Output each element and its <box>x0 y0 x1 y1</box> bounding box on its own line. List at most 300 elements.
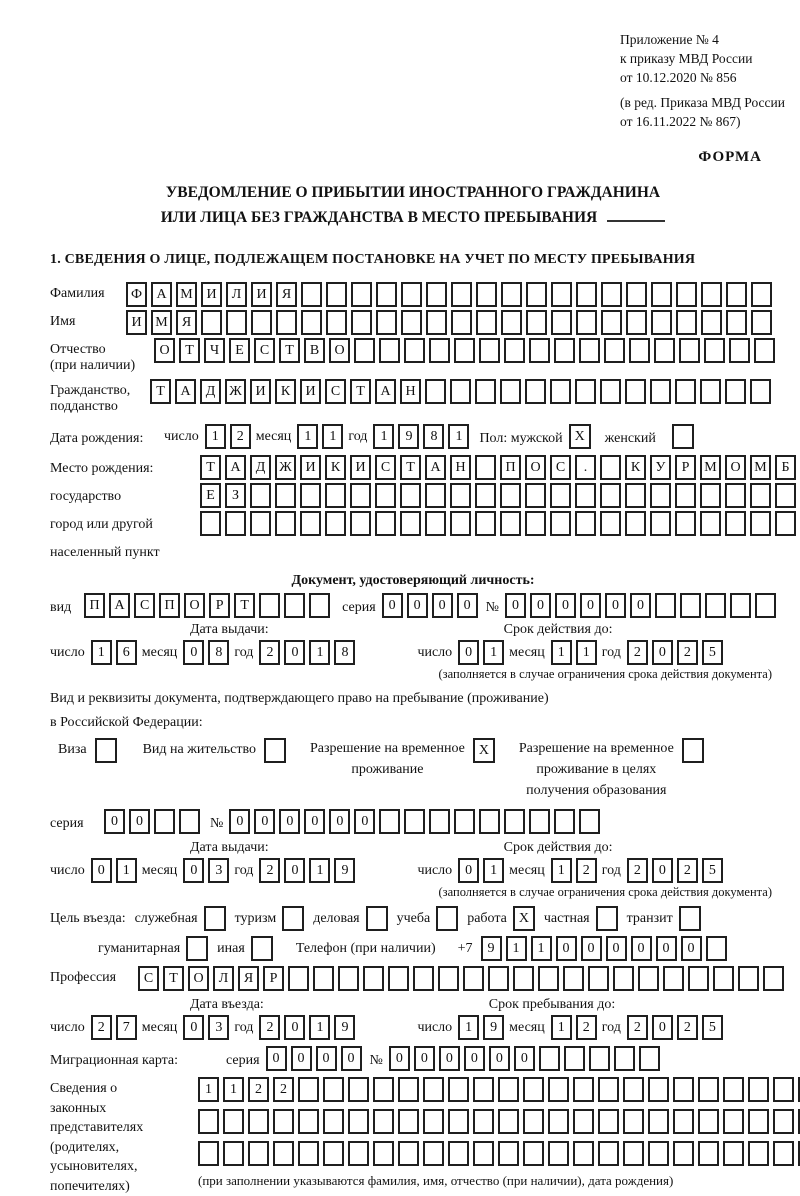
char-box[interactable]: Р <box>209 593 230 618</box>
char-box[interactable]: 0 <box>284 858 305 883</box>
char-box[interactable] <box>598 1109 619 1134</box>
char-box[interactable]: 1 <box>531 936 552 961</box>
char-box[interactable]: С <box>138 966 159 991</box>
char-box[interactable]: 1 <box>458 1015 479 1040</box>
char-box[interactable] <box>775 511 796 536</box>
char-box[interactable] <box>463 966 484 991</box>
char-box[interactable] <box>298 1077 319 1102</box>
char-box[interactable] <box>723 1109 744 1134</box>
char-box[interactable]: И <box>126 310 147 335</box>
char-box[interactable]: О <box>725 455 746 480</box>
char-box[interactable]: С <box>254 338 275 363</box>
char-box[interactable] <box>500 483 521 508</box>
char-box[interactable]: Е <box>200 483 221 508</box>
char-box[interactable] <box>223 1109 244 1134</box>
char-box[interactable] <box>650 511 671 536</box>
char-box[interactable]: 0 <box>414 1046 435 1071</box>
char-box[interactable] <box>748 1077 769 1102</box>
char-box[interactable]: М <box>700 455 721 480</box>
char-box[interactable] <box>500 379 521 404</box>
purpose-transit-checkbox[interactable] <box>679 906 701 931</box>
char-box[interactable]: . <box>575 455 596 480</box>
char-box[interactable] <box>629 338 650 363</box>
char-box[interactable] <box>579 338 600 363</box>
char-box[interactable] <box>705 593 726 618</box>
char-box[interactable] <box>773 1077 794 1102</box>
char-box[interactable] <box>573 1141 594 1166</box>
char-box[interactable]: Р <box>263 966 284 991</box>
char-box[interactable]: 0 <box>183 1015 204 1040</box>
char-box[interactable]: С <box>134 593 155 618</box>
char-box[interactable] <box>551 282 572 307</box>
char-box[interactable] <box>601 310 622 335</box>
char-box[interactable] <box>200 511 221 536</box>
char-box[interactable] <box>673 1141 694 1166</box>
char-box[interactable] <box>475 483 496 508</box>
char-box[interactable] <box>501 282 522 307</box>
char-box[interactable] <box>638 966 659 991</box>
char-box[interactable] <box>750 379 771 404</box>
char-box[interactable] <box>651 282 672 307</box>
char-box[interactable] <box>300 483 321 508</box>
char-box[interactable]: 2 <box>259 640 280 665</box>
char-box[interactable] <box>598 1141 619 1166</box>
char-box[interactable] <box>573 1077 594 1102</box>
char-box[interactable]: О <box>184 593 205 618</box>
char-box[interactable]: 5 <box>702 640 723 665</box>
char-box[interactable] <box>350 483 371 508</box>
char-box[interactable] <box>750 483 771 508</box>
char-box[interactable] <box>273 1109 294 1134</box>
char-box[interactable]: 0 <box>656 936 677 961</box>
char-box[interactable]: П <box>500 455 521 480</box>
char-box[interactable] <box>726 282 747 307</box>
char-box[interactable]: 7 <box>116 1015 137 1040</box>
char-box[interactable]: 2 <box>576 858 597 883</box>
char-box[interactable]: Я <box>276 282 297 307</box>
char-box[interactable] <box>475 511 496 536</box>
char-box[interactable]: 9 <box>334 858 355 883</box>
char-box[interactable]: 1 <box>576 640 597 665</box>
char-box[interactable] <box>523 1141 544 1166</box>
char-box[interactable]: О <box>188 966 209 991</box>
char-box[interactable] <box>623 1077 644 1102</box>
char-box[interactable]: 0 <box>652 1015 673 1040</box>
char-box[interactable] <box>363 966 384 991</box>
char-box[interactable] <box>348 1109 369 1134</box>
char-box[interactable]: А <box>425 455 446 480</box>
char-box[interactable] <box>538 966 559 991</box>
char-box[interactable]: Я <box>238 966 259 991</box>
char-box[interactable] <box>248 1109 269 1134</box>
char-box[interactable] <box>288 966 309 991</box>
char-box[interactable] <box>704 338 725 363</box>
char-box[interactable] <box>338 966 359 991</box>
char-box[interactable]: Ж <box>275 455 296 480</box>
purpose-work-checkbox[interactable]: X <box>513 906 535 931</box>
char-box[interactable]: 1 <box>551 1015 572 1040</box>
char-box[interactable] <box>650 483 671 508</box>
char-box[interactable]: 6 <box>116 640 137 665</box>
char-box[interactable] <box>726 310 747 335</box>
char-box[interactable]: 0 <box>458 858 479 883</box>
char-box[interactable] <box>250 511 271 536</box>
char-box[interactable] <box>401 310 422 335</box>
char-box[interactable]: 5 <box>702 858 723 883</box>
char-box[interactable] <box>326 310 347 335</box>
char-box[interactable] <box>401 282 422 307</box>
char-box[interactable] <box>554 338 575 363</box>
char-box[interactable] <box>648 1077 669 1102</box>
char-box[interactable] <box>576 282 597 307</box>
char-box[interactable] <box>398 1141 419 1166</box>
char-box[interactable] <box>700 379 721 404</box>
char-box[interactable]: 2 <box>248 1077 269 1102</box>
char-box[interactable]: 0 <box>284 640 305 665</box>
char-box[interactable] <box>604 338 625 363</box>
char-box[interactable]: И <box>350 455 371 480</box>
char-box[interactable] <box>298 1109 319 1134</box>
char-box[interactable] <box>450 379 471 404</box>
char-box[interactable]: 0 <box>556 936 577 961</box>
char-box[interactable]: 0 <box>183 858 204 883</box>
char-box[interactable]: Ф <box>126 282 147 307</box>
char-box[interactable]: 3 <box>208 858 229 883</box>
char-box[interactable] <box>738 966 759 991</box>
char-box[interactable] <box>451 282 472 307</box>
char-box[interactable] <box>488 966 509 991</box>
char-box[interactable]: 8 <box>208 640 229 665</box>
char-box[interactable] <box>348 1077 369 1102</box>
char-box[interactable] <box>723 1141 744 1166</box>
char-box[interactable]: И <box>201 282 222 307</box>
char-box[interactable]: 0 <box>91 858 112 883</box>
char-box[interactable] <box>275 483 296 508</box>
residence-permit-checkbox[interactable] <box>264 738 286 763</box>
char-box[interactable] <box>673 1109 694 1134</box>
char-box[interactable] <box>354 338 375 363</box>
char-box[interactable]: К <box>325 455 346 480</box>
char-box[interactable] <box>651 310 672 335</box>
char-box[interactable] <box>284 593 305 618</box>
char-box[interactable]: 0 <box>458 640 479 665</box>
char-box[interactable] <box>423 1141 444 1166</box>
char-box[interactable]: Е <box>229 338 250 363</box>
char-box[interactable] <box>326 282 347 307</box>
char-box[interactable] <box>675 483 696 508</box>
char-box[interactable] <box>504 338 525 363</box>
char-box[interactable]: 3 <box>208 1015 229 1040</box>
char-box[interactable]: 2 <box>677 1015 698 1040</box>
char-box[interactable]: А <box>151 282 172 307</box>
purpose-tourism-checkbox[interactable] <box>282 906 304 931</box>
char-box[interactable] <box>223 1141 244 1166</box>
char-box[interactable]: 0 <box>104 809 125 834</box>
char-box[interactable] <box>529 809 550 834</box>
char-box[interactable] <box>404 338 425 363</box>
char-box[interactable] <box>650 379 671 404</box>
char-box[interactable]: 0 <box>457 593 478 618</box>
char-box[interactable]: И <box>250 379 271 404</box>
char-box[interactable] <box>623 1109 644 1134</box>
char-box[interactable] <box>588 966 609 991</box>
char-box[interactable] <box>598 1077 619 1102</box>
char-box[interactable] <box>675 511 696 536</box>
char-box[interactable]: Т <box>163 966 184 991</box>
char-box[interactable] <box>373 1141 394 1166</box>
char-box[interactable]: 1 <box>322 424 343 449</box>
char-box[interactable] <box>775 483 796 508</box>
char-box[interactable] <box>529 338 550 363</box>
char-box[interactable] <box>600 379 621 404</box>
purpose-humanitarian-checkbox[interactable] <box>186 936 208 961</box>
char-box[interactable]: 1 <box>205 424 226 449</box>
char-box[interactable] <box>375 483 396 508</box>
char-box[interactable]: Ч <box>204 338 225 363</box>
char-box[interactable]: Р <box>675 455 696 480</box>
char-box[interactable] <box>676 310 697 335</box>
char-box[interactable]: Т <box>350 379 371 404</box>
char-box[interactable] <box>748 1109 769 1134</box>
char-box[interactable] <box>259 593 280 618</box>
char-box[interactable]: 0 <box>329 809 350 834</box>
char-box[interactable] <box>525 379 546 404</box>
char-box[interactable] <box>400 483 421 508</box>
char-box[interactable]: 1 <box>483 640 504 665</box>
char-box[interactable] <box>526 310 547 335</box>
char-box[interactable] <box>426 310 447 335</box>
purpose-study-checkbox[interactable] <box>436 906 458 931</box>
char-box[interactable] <box>375 511 396 536</box>
char-box[interactable] <box>400 511 421 536</box>
char-box[interactable]: 1 <box>483 858 504 883</box>
char-box[interactable]: М <box>176 282 197 307</box>
char-box[interactable]: Л <box>213 966 234 991</box>
char-box[interactable]: 1 <box>448 424 469 449</box>
char-box[interactable] <box>301 282 322 307</box>
char-box[interactable] <box>475 379 496 404</box>
char-box[interactable]: 0 <box>505 593 526 618</box>
char-box[interactable]: И <box>300 379 321 404</box>
char-box[interactable]: 1 <box>506 936 527 961</box>
char-box[interactable] <box>251 310 272 335</box>
char-box[interactable] <box>450 483 471 508</box>
char-box[interactable]: Н <box>450 455 471 480</box>
char-box[interactable]: З <box>225 483 246 508</box>
char-box[interactable] <box>625 511 646 536</box>
char-box[interactable]: 0 <box>631 936 652 961</box>
char-box[interactable] <box>713 966 734 991</box>
purpose-commercial-checkbox[interactable] <box>366 906 388 931</box>
char-box[interactable] <box>498 1109 519 1134</box>
char-box[interactable]: 2 <box>259 858 280 883</box>
char-box[interactable] <box>688 966 709 991</box>
char-box[interactable] <box>698 1141 719 1166</box>
char-box[interactable]: 0 <box>279 809 300 834</box>
char-box[interactable] <box>751 282 772 307</box>
char-box[interactable]: С <box>375 455 396 480</box>
char-box[interactable] <box>526 282 547 307</box>
char-box[interactable]: 1 <box>297 424 318 449</box>
char-box[interactable]: 9 <box>481 936 502 961</box>
char-box[interactable] <box>680 593 701 618</box>
char-box[interactable]: А <box>225 455 246 480</box>
char-box[interactable] <box>276 310 297 335</box>
char-box[interactable] <box>273 1141 294 1166</box>
char-box[interactable] <box>725 483 746 508</box>
char-box[interactable]: П <box>159 593 180 618</box>
char-box[interactable] <box>379 338 400 363</box>
char-box[interactable] <box>675 379 696 404</box>
char-box[interactable]: 0 <box>530 593 551 618</box>
char-box[interactable] <box>614 1046 635 1071</box>
char-box[interactable] <box>600 455 621 480</box>
char-box[interactable] <box>539 1046 560 1071</box>
purpose-business-checkbox[interactable] <box>204 906 226 931</box>
char-box[interactable]: 0 <box>266 1046 287 1071</box>
sex-male-checkbox[interactable]: X <box>569 424 591 449</box>
char-box[interactable]: 0 <box>316 1046 337 1071</box>
char-box[interactable] <box>473 1109 494 1134</box>
char-box[interactable]: А <box>375 379 396 404</box>
char-box[interactable]: 0 <box>407 593 428 618</box>
char-box[interactable] <box>448 1109 469 1134</box>
char-box[interactable] <box>550 379 571 404</box>
char-box[interactable] <box>498 1077 519 1102</box>
char-box[interactable]: 1 <box>116 858 137 883</box>
char-box[interactable] <box>751 310 772 335</box>
char-box[interactable]: 1 <box>223 1077 244 1102</box>
char-box[interactable] <box>398 1109 419 1134</box>
char-box[interactable] <box>373 1109 394 1134</box>
char-box[interactable] <box>438 966 459 991</box>
char-box[interactable]: А <box>175 379 196 404</box>
char-box[interactable] <box>655 593 676 618</box>
char-box[interactable]: 1 <box>309 858 330 883</box>
char-box[interactable] <box>448 1077 469 1102</box>
char-box[interactable]: 0 <box>630 593 651 618</box>
char-box[interactable]: 2 <box>677 858 698 883</box>
char-box[interactable] <box>550 511 571 536</box>
char-box[interactable] <box>429 338 450 363</box>
char-box[interactable]: Д <box>200 379 221 404</box>
char-box[interactable]: Д <box>250 455 271 480</box>
char-box[interactable]: 9 <box>483 1015 504 1040</box>
char-box[interactable] <box>198 1141 219 1166</box>
char-box[interactable]: 0 <box>605 593 626 618</box>
char-box[interactable] <box>298 1141 319 1166</box>
char-box[interactable] <box>513 966 534 991</box>
char-box[interactable]: 0 <box>341 1046 362 1071</box>
char-box[interactable] <box>313 966 334 991</box>
char-box[interactable] <box>700 511 721 536</box>
char-box[interactable] <box>179 809 200 834</box>
char-box[interactable] <box>348 1141 369 1166</box>
char-box[interactable] <box>301 310 322 335</box>
char-box[interactable]: 5 <box>702 1015 723 1040</box>
char-box[interactable] <box>450 511 471 536</box>
char-box[interactable] <box>576 310 597 335</box>
char-box[interactable]: 2 <box>91 1015 112 1040</box>
char-box[interactable]: 2 <box>627 640 648 665</box>
char-box[interactable] <box>376 310 397 335</box>
char-box[interactable]: 0 <box>581 936 602 961</box>
char-box[interactable]: 0 <box>284 1015 305 1040</box>
char-box[interactable] <box>154 809 175 834</box>
char-box[interactable]: 1 <box>309 640 330 665</box>
char-box[interactable]: 0 <box>304 809 325 834</box>
char-box[interactable] <box>626 282 647 307</box>
char-box[interactable] <box>351 310 372 335</box>
char-box[interactable]: 0 <box>254 809 275 834</box>
char-box[interactable]: 0 <box>580 593 601 618</box>
char-box[interactable] <box>198 1109 219 1134</box>
char-box[interactable] <box>725 379 746 404</box>
char-box[interactable] <box>323 1109 344 1134</box>
char-box[interactable]: Ж <box>225 379 246 404</box>
char-box[interactable] <box>701 310 722 335</box>
char-box[interactable] <box>729 338 750 363</box>
char-box[interactable]: 0 <box>389 1046 410 1071</box>
char-box[interactable] <box>350 511 371 536</box>
char-box[interactable] <box>309 593 330 618</box>
char-box[interactable]: 9 <box>334 1015 355 1040</box>
char-box[interactable] <box>323 1077 344 1102</box>
char-box[interactable] <box>698 1077 719 1102</box>
char-box[interactable] <box>579 809 600 834</box>
char-box[interactable] <box>551 310 572 335</box>
char-box[interactable] <box>476 310 497 335</box>
char-box[interactable] <box>554 809 575 834</box>
char-box[interactable]: 2 <box>677 640 698 665</box>
char-box[interactable]: И <box>300 455 321 480</box>
visa-checkbox[interactable] <box>95 738 117 763</box>
char-box[interactable] <box>600 511 621 536</box>
char-box[interactable]: К <box>275 379 296 404</box>
char-box[interactable]: Т <box>179 338 200 363</box>
char-box[interactable] <box>763 966 784 991</box>
char-box[interactable] <box>548 1077 569 1102</box>
char-box[interactable]: 1 <box>198 1077 219 1102</box>
char-box[interactable] <box>750 511 771 536</box>
char-box[interactable] <box>706 936 727 961</box>
char-box[interactable] <box>425 379 446 404</box>
char-box[interactable] <box>226 310 247 335</box>
char-box[interactable]: О <box>329 338 350 363</box>
char-box[interactable]: 0 <box>183 640 204 665</box>
char-box[interactable] <box>523 1109 544 1134</box>
char-box[interactable] <box>423 1077 444 1102</box>
char-box[interactable] <box>448 1141 469 1166</box>
char-box[interactable] <box>676 282 697 307</box>
char-box[interactable] <box>723 1077 744 1102</box>
char-box[interactable]: 1 <box>551 640 572 665</box>
char-box[interactable]: 0 <box>489 1046 510 1071</box>
char-box[interactable]: 0 <box>432 593 453 618</box>
char-box[interactable]: 0 <box>354 809 375 834</box>
char-box[interactable] <box>351 282 372 307</box>
char-box[interactable]: 0 <box>464 1046 485 1071</box>
char-box[interactable] <box>679 338 700 363</box>
char-box[interactable] <box>501 310 522 335</box>
char-box[interactable] <box>623 1141 644 1166</box>
char-box[interactable] <box>575 511 596 536</box>
char-box[interactable] <box>639 1046 660 1071</box>
char-box[interactable] <box>601 282 622 307</box>
char-box[interactable]: 2 <box>627 1015 648 1040</box>
char-box[interactable] <box>423 1109 444 1134</box>
char-box[interactable]: М <box>151 310 172 335</box>
